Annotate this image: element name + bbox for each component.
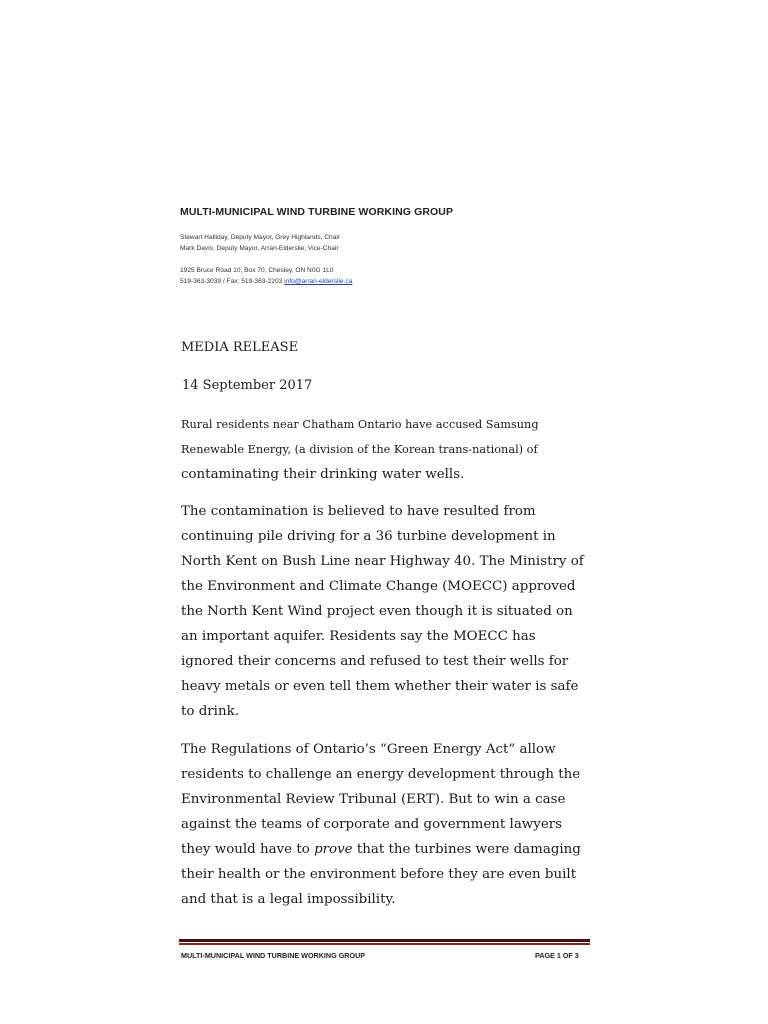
paragraph-3-line: residents to challenge an energy development through the bbox=[181, 767, 581, 782]
paragraph-3-line-prove bbox=[181, 837, 601, 862]
email-link[interactable]: info@arran-elderslie.ca bbox=[284, 278, 353, 285]
paragraph-1-line: contaminating their drinking water wells. bbox=[181, 467, 465, 482]
page-number: PAGE 1 OF 3 bbox=[535, 951, 579, 960]
officer-chair: Stewart Halliday, Deputy Mayor, Grey Highlands, Chair bbox=[180, 234, 341, 241]
contact-block bbox=[180, 265, 352, 287]
paragraph-2-line: North Kent on Bush Line near Highway 40. The Ministry of bbox=[181, 554, 584, 569]
paragraph-3-line: and that is a legal impossibility. bbox=[181, 892, 396, 907]
footer-org-name: MULTI-MUNICIPAL WIND TURBINE WORKING GROUP bbox=[181, 951, 366, 960]
letterhead-title: MULTI-MUNICIPAL WIND TURBINE WORKING GROUP bbox=[180, 206, 454, 218]
paragraph-2-line: an important aquifer. Residents say the MOECC has bbox=[181, 629, 536, 644]
paragraph-2-line: ignored their concerns and refused to test their wells for bbox=[181, 654, 569, 669]
officer-vice-chair: Mark Davis, Deputy Mayor, Arran-Elderslie, Vice-Chair bbox=[180, 245, 339, 252]
phone-fax-line bbox=[180, 276, 352, 287]
paragraph-1-line: Rural residents near Chatham Ontario have accused Samsung bbox=[181, 418, 539, 431]
paragraph-2-line: the North Kent Wind project even though it is situated on bbox=[181, 604, 573, 619]
release-date: 14 September 2017 bbox=[182, 378, 313, 393]
paragraph-3-line: The Regulations of Ontario’s “Green Energy Act” allow bbox=[181, 742, 556, 757]
paragraph-2-line: heavy metals or even tell them whether their water is safe bbox=[181, 679, 579, 694]
line-text: that the turbines were damaging bbox=[352, 842, 581, 857]
line-text: they would have to bbox=[181, 842, 315, 857]
footer-rule-red bbox=[179, 943, 590, 945]
paragraph-2-line: the Environment and Climate Change (MOECC) approved bbox=[181, 579, 576, 594]
media-release-label: MEDIA RELEASE bbox=[181, 340, 299, 355]
paragraph-1 bbox=[181, 412, 601, 487]
phone-fax: 519-363-3039 / Fax: 519-363-2203 bbox=[180, 278, 283, 285]
paragraph-3 bbox=[181, 737, 601, 912]
paragraph-3-line: against the teams of corporate and government lawyers bbox=[181, 817, 563, 832]
paragraph-3-line: their health or the environment before they are even built bbox=[181, 867, 577, 882]
paragraph-1-line: Renewable Energy, (a division of the Korean trans-national) of bbox=[181, 443, 538, 456]
paragraph-2-line: continuing pile driving for a 36 turbine development in bbox=[181, 529, 556, 544]
mailing-address: 1925 Bruce Road 10, Box 70, Chesley, ON N0G 1L0 bbox=[180, 267, 334, 274]
footer-rule-dark bbox=[179, 939, 590, 942]
paragraph-2 bbox=[181, 499, 601, 724]
paragraph-2-line: The contamination is believed to have resulted from bbox=[181, 504, 536, 519]
officers-block bbox=[180, 232, 340, 254]
footer-divider bbox=[179, 939, 590, 947]
emphasized-word: prove bbox=[314, 842, 353, 857]
paragraph-3-line: Environmental Review Tribunal (ERT). But to win a case bbox=[181, 792, 566, 807]
paragraph-2-line: to drink. bbox=[181, 704, 239, 719]
